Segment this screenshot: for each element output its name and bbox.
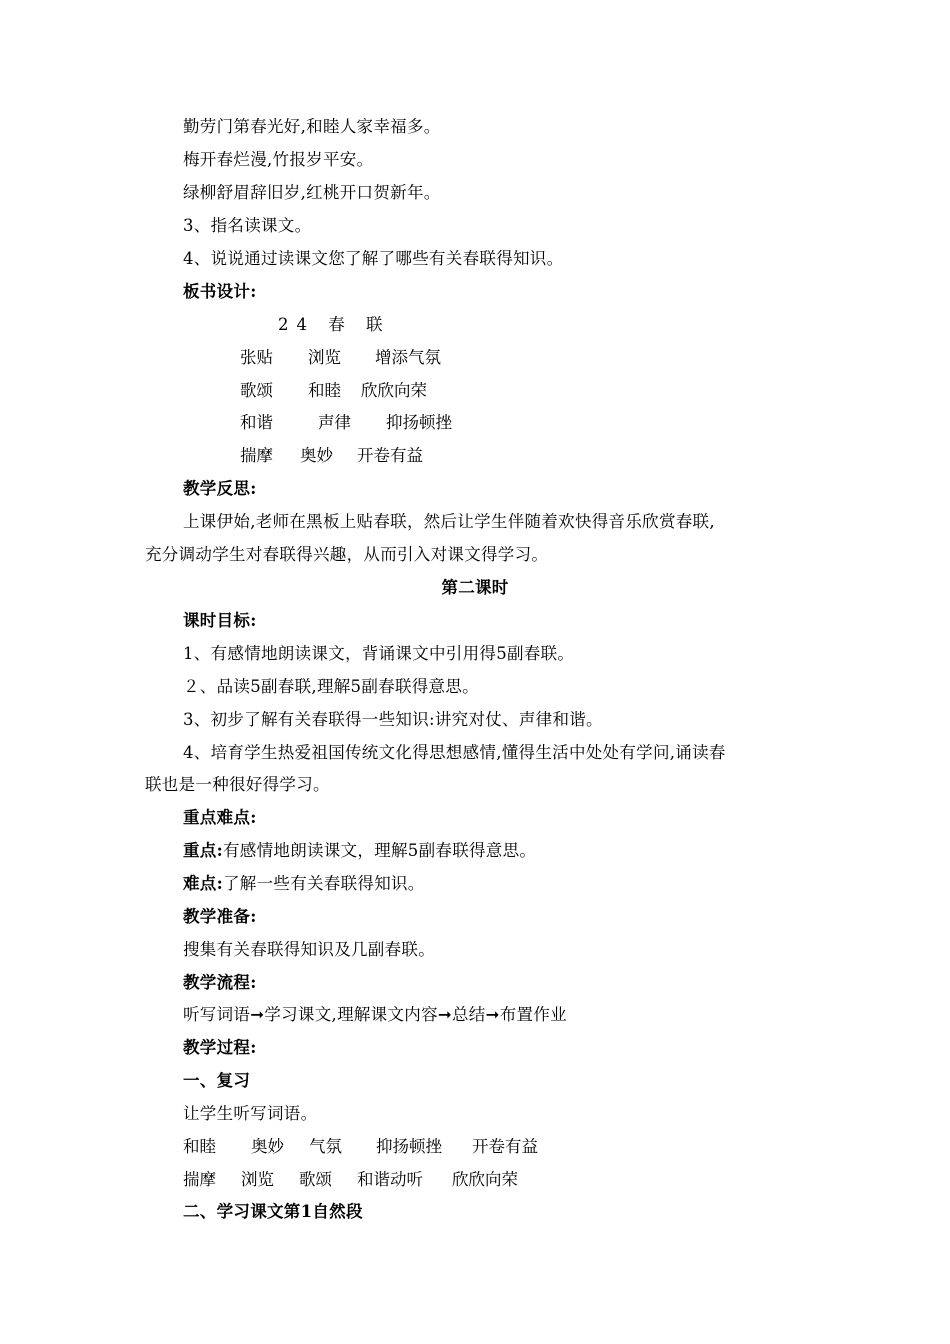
preparation-text: 搜集有关春联得知识及几副春联。 <box>183 940 435 959</box>
step-line: 3、指名读课文。 <box>183 216 312 235</box>
key-point-text: 有感情地朗读课文，理解5副春联得意思。 <box>223 841 537 860</box>
difficulty-line <box>183 873 425 895</box>
section-review-heading: 一、复习 <box>183 1071 251 1090</box>
flow-heading: 教学流程: <box>183 973 257 992</box>
dictation-word: 奥妙 <box>251 1137 284 1156</box>
dictation-word: 揣摩 <box>183 1170 216 1189</box>
difficulty-label: 难点: <box>183 874 223 893</box>
dictation-word: 歌颂 <box>299 1170 332 1189</box>
board-design-heading: 板书设计: <box>183 282 257 301</box>
board-word: 和睦 <box>308 381 341 400</box>
board-word: 张贴 <box>240 348 273 367</box>
reflection-text: 上课伊始,老师在黑板上贴春联，然后让学生伴随着欢快得音乐欣赏春联, <box>183 512 715 531</box>
dictation-word: 浏览 <box>241 1170 274 1189</box>
dictation-word: 气氛 <box>309 1137 342 1156</box>
board-word: 奥妙 <box>300 446 333 465</box>
goal-item: ２、品读5副春联,理解5副春联得意思。 <box>183 677 479 696</box>
goals-heading: 课时目标: <box>183 611 257 630</box>
goal-item: 3、初步了解有关春联得一些知识:讲究对仗、声律和谐。 <box>183 710 603 729</box>
couplet-line: 绿柳舒眉辞旧岁,红桃开口贺新年。 <box>183 183 441 202</box>
board-word: 开卷有益 <box>357 446 423 465</box>
key-point-label: 重点: <box>183 841 223 860</box>
board-word: 揣摩 <box>240 446 273 465</box>
key-points-heading: 重点难点: <box>183 808 257 827</box>
board-title: 24 春 联 <box>278 315 391 334</box>
board-word: 声律 <box>318 413 351 432</box>
flow-text: 听写词语➞学习课文,理解课文内容➞总结➞布置作业 <box>183 1005 567 1024</box>
dictation-word: 和睦 <box>183 1137 216 1156</box>
goal-item-continued: 联也是一种很好得学习。 <box>145 775 330 794</box>
couplet-line: 梅开春烂漫,竹报岁平安。 <box>183 150 374 169</box>
difficulty-text: 了解一些有关春联得知识。 <box>223 874 425 893</box>
step-line: 4、说说通过读课文您了解了哪些有关春联得知识。 <box>183 249 564 268</box>
preparation-heading: 教学准备: <box>183 907 257 926</box>
goal-item: 1、有感情地朗读课文，背诵课文中引用得5副春联。 <box>183 644 575 663</box>
board-word: 歌颂 <box>240 381 273 400</box>
reflection-text: 充分调动学生对春联得兴趣，从而引入对课文得学习。 <box>145 545 549 564</box>
dictation-word: 开卷有益 <box>472 1137 538 1156</box>
dictation-intro: 让学生听写词语。 <box>183 1104 318 1123</box>
process-heading: 教学过程: <box>183 1038 257 1057</box>
goal-item: 4、培育学生热爱祖国传统文化得思想感情,懂得生活中处处有学问,诵读春 <box>183 743 726 762</box>
board-word: 抑扬顿挫 <box>386 413 452 432</box>
lesson-heading: 第二课时 <box>441 578 509 597</box>
key-point-line <box>183 840 536 862</box>
section-paragraph1-heading: 二、学习课文第1自然段 <box>183 1202 363 1221</box>
reflection-heading: 教学反思: <box>183 479 257 498</box>
dictation-word: 欣欣向荣 <box>452 1170 518 1189</box>
board-word: 浏览 <box>308 348 341 367</box>
board-word: 和谐 <box>240 413 273 432</box>
couplet-line: 勤劳门第春光好,和睦人家幸福多。 <box>183 117 441 136</box>
dictation-word: 抑扬顿挫 <box>376 1137 442 1156</box>
board-word: 增添气氛 <box>375 348 441 367</box>
dictation-word: 和谐动听 <box>357 1170 423 1189</box>
board-word: 欣欣向荣 <box>361 381 427 400</box>
